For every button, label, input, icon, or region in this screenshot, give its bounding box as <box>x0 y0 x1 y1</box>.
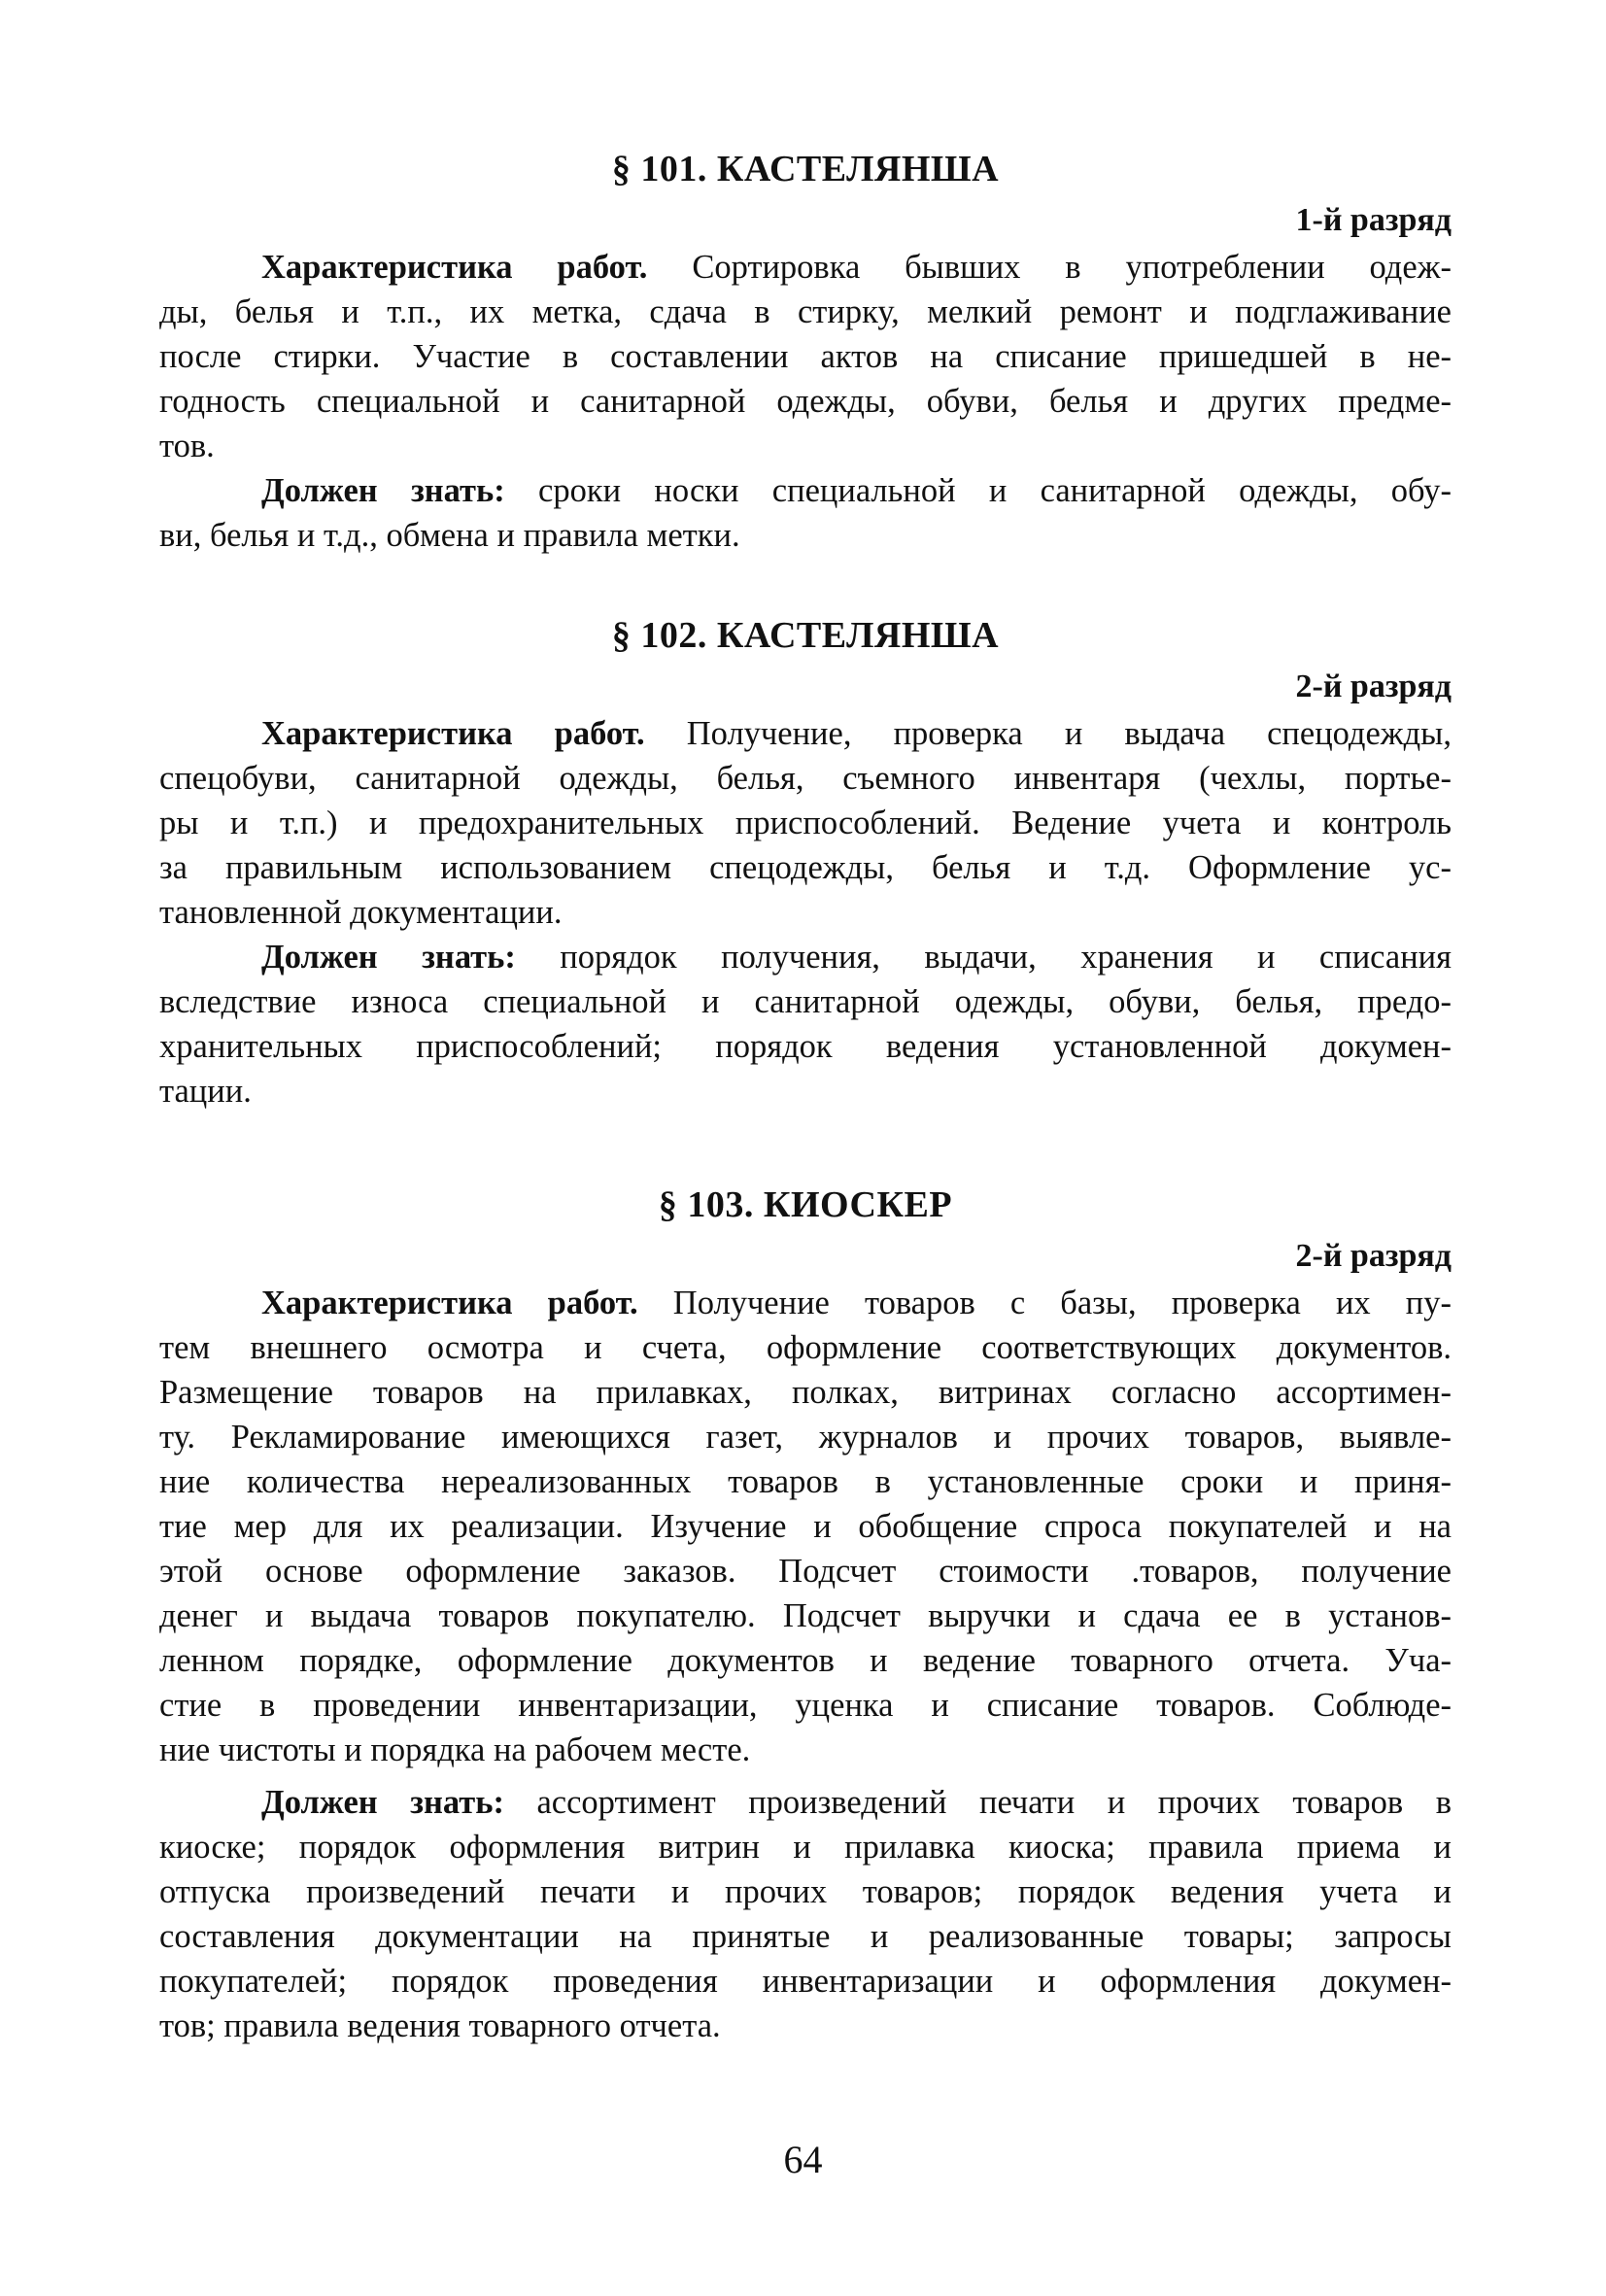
text-line: Характеристика работ. Получение товаров с базы, проверка их пу- <box>261 1285 1452 1321</box>
text-line: хранительных приспособлений; порядок ведения установленной докумен- <box>159 1028 1452 1065</box>
grade-label: 2-й разряд <box>1295 668 1452 704</box>
text-line: ленном порядке, оформление документов и ведение товарного отчета. Уча- <box>159 1642 1452 1679</box>
text-line: годность специальной и санитарной одежды, обуви, белья и других предме- <box>159 383 1452 420</box>
work-lead: Характеристика работ. <box>261 249 648 286</box>
text-line: отпуска произведений печати и прочих товаров; порядок ведения учета и <box>159 1873 1452 1910</box>
section-title: § 102. КАСТЕЛЯНША <box>611 615 1000 656</box>
text-line: Должен знать: порядок получения, выдачи, хранения и списания <box>261 939 1452 976</box>
work-lead: Характеристика работ. <box>261 715 645 752</box>
section-title: § 103. КИОСКЕР <box>658 1184 953 1225</box>
grade-label: 1-й разряд <box>1295 202 1452 238</box>
text-line: стие в проведении инвентаризации, уценка и списание товаров. Соблюде- <box>159 1687 1452 1724</box>
page-number: 64 <box>783 2138 823 2181</box>
text-line: тие мер для их реализации. Изучение и обобщение спроса покупателей и на <box>159 1508 1452 1545</box>
text-line: тов. <box>159 428 215 464</box>
text-line: составления документации на принятые и реализованные товары; запросы <box>159 1918 1452 1955</box>
text-line: после стирки. Участие в составлении актов на списание пришедшей в не- <box>159 338 1452 375</box>
work-characteristics <box>159 1281 1452 1772</box>
work-characteristics <box>159 245 1452 468</box>
text-line: Характеристика работ. Сортировка бывших в употреблении одеж- <box>261 249 1452 286</box>
text-line: ние количества нереализованных товаров в установленные сроки и приня- <box>159 1463 1452 1500</box>
section-102 <box>159 612 1452 1114</box>
text-line: киоске; порядок оформления витрин и прилавка киоска; правила приема и <box>159 1829 1452 1866</box>
section-title: § 101. КАСТЕЛЯНША <box>611 149 1000 189</box>
text-line: тов; правила ведения товарного отчета. <box>159 2007 721 2044</box>
know-lead: Должен знать: <box>261 1784 504 1821</box>
text-line: ры и т.п.) и предохранительных приспособлений. Ведение учета и контроль <box>159 805 1452 841</box>
text-line: за правильным использованием спецодежды, белья и т.д. Оформление ус- <box>159 849 1452 886</box>
work-lead: Характеристика работ. <box>261 1285 638 1321</box>
text-line: Должен знать: сроки носки специальной и санитарной одежды, обу- <box>261 472 1452 509</box>
grade-label: 2-й разряд <box>1295 1238 1452 1274</box>
section-101 <box>159 146 1452 558</box>
text-line: этой основе оформление заказов. Подсчет стоимости .товаров, получение <box>159 1553 1452 1590</box>
text-line: Должен знать: ассортимент произведений печати и прочих товаров в <box>261 1784 1452 1821</box>
text-line: Характеристика работ. Получение, проверка и выдача спецодежды, <box>261 715 1452 752</box>
know-lead: Должен знать: <box>261 939 516 976</box>
required-knowledge <box>159 1780 1452 2048</box>
section-103 <box>159 1182 1452 2048</box>
text-line: покупателей; порядок проведения инвентаризации и оформления докумен- <box>159 1963 1452 2000</box>
text-line: тановленной документации. <box>159 894 563 931</box>
text-line: ние чистоты и порядка на рабочем месте. <box>159 1731 751 1768</box>
text-line: спецобуви, санитарной одежды, белья, съемного инвентаря (чехлы, портье- <box>159 760 1452 797</box>
document-page <box>159 146 1452 2048</box>
required-knowledge <box>159 468 1452 558</box>
text-line: ви, белья и т.д., обмена и правила метки. <box>159 517 740 554</box>
text-line: ды, белья и т.п., их метка, сдача в стирку, мелкий ремонт и подглаживание <box>159 293 1452 330</box>
text-line: Размещение товаров на прилавках, полках, витринах согласно ассортимен- <box>159 1374 1452 1411</box>
know-lead: Должен знать: <box>261 472 505 509</box>
work-characteristics <box>159 711 1452 935</box>
required-knowledge <box>159 935 1452 1114</box>
text-line: вследствие износа специальной и санитарной одежды, обуви, белья, предо- <box>159 983 1452 1020</box>
text-line: тем внешнего осмотра и счета, оформление соответствующих документов. <box>159 1329 1452 1366</box>
text-line: ту. Рекламирование имеющихся газет, журналов и прочих товаров, выявле- <box>159 1419 1452 1456</box>
text-line: тации. <box>159 1073 252 1110</box>
text-line: денег и выдача товаров покупателю. Подсчет выручки и сдача ее в установ- <box>159 1597 1452 1634</box>
